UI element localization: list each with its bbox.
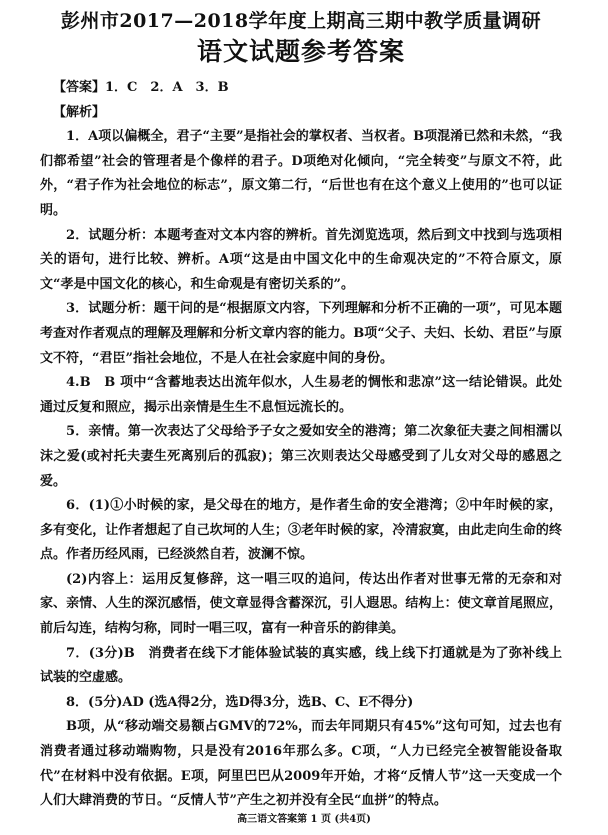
paragraph-q1: 1．A项以偏概全，君子“主要”是指社会的掌权者、当权者。B项混淆已然和未然，“我们都希望”社会的管理者是个像样的君子。D项绝对化倾向，“完全转变”与原文不符，此外，“君子作为社会地位的标志”，原文第二行，“后世也有在这个意义上使用的”也可以证明。 bbox=[40, 129, 562, 218]
paragraph-q5: 5．亲情。第一次表达了父母给予子女之爱如安全的港湾；第二次象征夫妻之间相濡以沫之爱(或衬托夫妻生死离别后的孤寂)；第三次则表达父母感受到了儿女对父母的感恩之爱。 bbox=[40, 424, 562, 489]
paragraph-q6-part2: (2)内容上：运用反复修辞，这一唱三叹的追问，传达出作者对世事无常的无奈和对家、亲情、人生的深沉感悟，使文章显得含蓄深沉，引人遐思。结构上：使文章首尾照应，前后勾连，结构匀称，同时一唱三叹，富有一种音乐的韵律美。 bbox=[40, 571, 562, 637]
answer-key: 【答案】1．C 2．A 3．B bbox=[53, 80, 229, 95]
page-footer: 高三语文答案第 1 页 (共4页) bbox=[237, 814, 371, 825]
paragraph-q4: 4.B B 项中“含蓄地表达出流年似水，人生易老的惆怅和悲凉”这一结论错误。此处通过反复和照应，揭示出亲情是生生不息恒远流长的。 bbox=[40, 375, 562, 415]
analysis-heading: 【解析】 bbox=[53, 104, 106, 120]
paragraph-q7: 7．(3分)B 消费者在线下才能体验试装的真实感，线上线下打通就是为了弥补线上试装的空虚感。 bbox=[40, 645, 562, 686]
paragraph-q2: 2．试题分析：本题考查对文本内容的辨析。首先浏览选项，然后到文中找到与选项相关的语句，进行比较、辨析。A项“这是由中国文化中的生命观决定的”不符合原文，原文“孝是中国文化的核心，和生命观是有密切关系的”。 bbox=[40, 227, 562, 292]
paragraph-q6-part1: 6．(1)①小时候的家，是父母在的地方，是作者生命的安全港湾；②中年时候的家，多有变化，让作者想起了自己坎坷的人生；③老年时候的家，冷清寂寞，由此走向生命的终点。作者历经风雨，已经淡然自若，波澜不惊。 bbox=[40, 498, 562, 563]
paragraph-q8-explanation: B项，从“移动端交易额占GMV的72%，而去年同期只有45%”这句可知，过去也有消费者通过移动端购物，只是没有2016年那么多。C项，“人力已经完全被智能设备取代”在材料中没有依据。E项，阿里巴巴从2009年开始，才将“反情人节”这一天变成一个人们大肆消费的节日。“反情人节”产生之初并没有全民“血拼”的特点。 bbox=[40, 719, 562, 809]
document-title: 彭州市2017—2018学年度上期高三期中教学质量调研 bbox=[60, 10, 542, 32]
paragraph-q8-answer: 8．(5分)AD (选A得2分，选D得3分，选B、C、E不得分) bbox=[66, 694, 414, 710]
paragraph-q3: 3．试题分析：题干问的是“根据原文内容，下列理解和分析不正确的一项”，可见本题考查对作者观点的理解及理解和分析文章内容的能力。B项“父子、夫妇、长幼、君臣”与原文不符，“君臣”指社会地位，不是人在社会家庭中间的身份。 bbox=[40, 301, 562, 366]
document-subtitle: 语文试题参考答案 bbox=[196, 37, 405, 66]
